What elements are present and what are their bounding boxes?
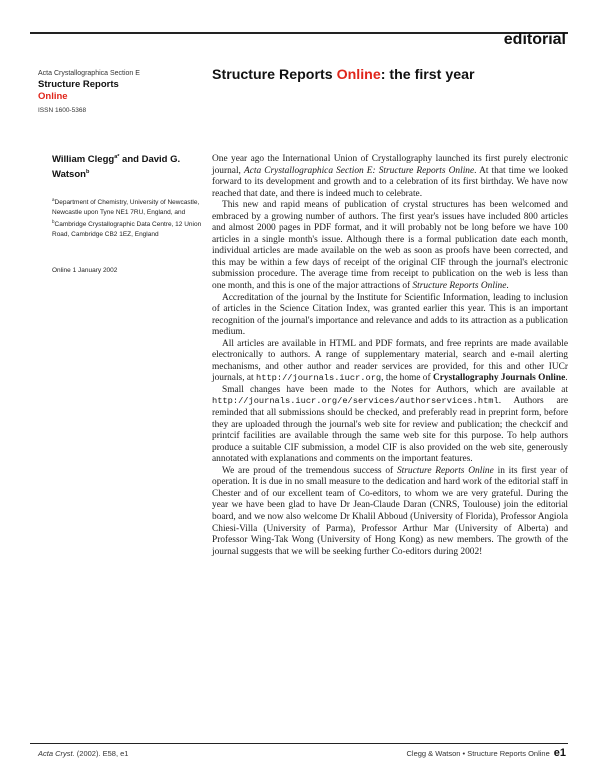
title-rest: : the first year xyxy=(380,67,475,83)
paragraph-4 xyxy=(212,339,568,385)
section-label: editorial xyxy=(503,31,566,48)
author-services-url[interactable]: http://journals.iucr.org/e/services/authorservices.html xyxy=(212,396,499,407)
p6-text-end: in its first year of operation. It is due in no small measure to the dedication and hard work of the editorial staff in Chester and of our excellent team of Co-editors, to whom we are very grateful. During the year we have been glad to have Dr Jean-Claude Daran (CNRS, Toulouse) join the editorial board, and we now also welcome Dr Khalil Abboud (University of Florida), Professor Angiola Chiesi-Villa (University of Parma), Professor Arthur Mar (University of Alberta) and Professor Wing-Tak Wong (University of Hong Kong) as new members. The growth of the journal suggests that we will be seeking further Co-editors during 2002! xyxy=(212,465,568,557)
p4-text-end: . xyxy=(565,373,568,384)
author-2: David G. Watson xyxy=(52,154,181,181)
p4-text-mid: , the home of xyxy=(381,373,433,384)
paragraph-2 xyxy=(212,200,568,292)
footer-rule xyxy=(30,743,568,744)
paragraph-3: Accreditation of the journal by the Institute for Scientific Information, leading to inclusion of articles in the Science Citation Index, was granted earlier this year. This is an important recognition of the journal's importance and relevance and adds to its attraction as a publication medium. xyxy=(212,292,568,338)
affil-a-text: Department of Chemistry, University of Newcastle, Newcastle upon Tyne NE1 7RU, England, and xyxy=(52,199,200,216)
p6-journal-name: Structure Reports Online xyxy=(396,465,494,476)
title-online: Online xyxy=(336,67,381,83)
p2-journal-name: Structure Reports Online xyxy=(412,281,507,292)
footer-running-title xyxy=(407,747,567,759)
footer-citation-text: (2002). E58, e1 xyxy=(74,749,129,758)
p1-text-end: . At that time we looked forward to its development and growth and to a celebration of its first birthday. We have now reached that date, and there is indeed much to celebrate. xyxy=(212,165,568,199)
p2-text-end: . xyxy=(506,281,509,292)
article-title xyxy=(212,67,475,83)
author-list xyxy=(52,151,202,181)
journal-identity xyxy=(38,70,203,114)
affil-a-marker: a xyxy=(52,197,55,202)
p4-text: All articles are available in HTML and PDF formats, and free reprints are made available electronically to authors. A range of supplementary material, search and e-mail alerting mechanisms, and other author and reader services are provided, for this and other IUCr journals, at xyxy=(212,338,568,384)
p1-journal-name: Acta Crystallographica Section E: Structure Reports Online xyxy=(244,165,475,176)
affil-b-marker: b xyxy=(52,219,55,225)
p2-text: This new and rapid means of publication of crystal structures has been welcomed and embraced by a growing number of authors. The first year's issues have included 800 articles and almost 2000 pages in PDF format, and it will probably not be long before we have 100 articles in a single month's issue. Although there is a formal publication date each month, individual articles are made available on the web as soon as proofs have been corrected, and this may be within a few days of receipt of the original CIF through the journal's electronic submission procedure. The average time from receipt to publication on the web is less than one month, and this is one of the major attractions of xyxy=(212,200,568,292)
p5-text-end: . Authors are reminded that all submissions should be checked, and preferably read in preprint form, before they are uploaded through the journal's web site for review and publication; the checkcif and printcif facilities are available through the same web site for this purpose. To help authors produce a suitable CIF submission, a model CIF is also provided on the web site, generously annotated with explanations and comments on the important features. xyxy=(212,396,568,465)
publication-date: Online 1 January 2002 xyxy=(52,267,118,274)
author-1: William Clegg xyxy=(52,154,115,166)
author-1-affil: a* xyxy=(114,154,120,160)
running-title: Clegg & Watson • Structure Reports Online xyxy=(406,749,550,758)
header-rule xyxy=(30,32,568,34)
paragraph-5 xyxy=(212,385,568,466)
paragraph-6 xyxy=(212,466,568,558)
p5-text: Small changes have been made to the Notes for Authors, which are available at xyxy=(222,384,568,395)
page-number: e1 xyxy=(553,747,566,759)
paragraph-1 xyxy=(212,154,568,200)
journal-name: Structure Reports xyxy=(38,79,119,90)
affil-b-text: Cambridge Crystallographic Data Centre, 12 Union Road, Cambridge CB2 1EZ, England xyxy=(52,221,202,239)
cjo-name: Crystallography Journals Online xyxy=(432,373,566,384)
author-and: and xyxy=(119,154,142,166)
journal-series: Acta Crystallographica Section E xyxy=(38,70,140,77)
journals-url[interactable]: http://journals.iucr.org xyxy=(256,373,382,384)
p6-text: We are proud of the tremendous success of xyxy=(222,465,397,476)
p1-text: One year ago the International Union of Crystallography launched its first purely electronic journal, xyxy=(212,154,568,176)
author-2-affil: b xyxy=(85,169,90,176)
footer-citation xyxy=(38,749,128,758)
journal-online: Online xyxy=(38,91,68,102)
affiliation xyxy=(52,195,202,240)
article-body xyxy=(212,154,568,558)
title-main: Structure Reports xyxy=(212,67,337,83)
footer-journal-abbrev: Acta Cryst. xyxy=(38,749,75,758)
issn: ISSN 1600-5368 xyxy=(38,107,87,114)
